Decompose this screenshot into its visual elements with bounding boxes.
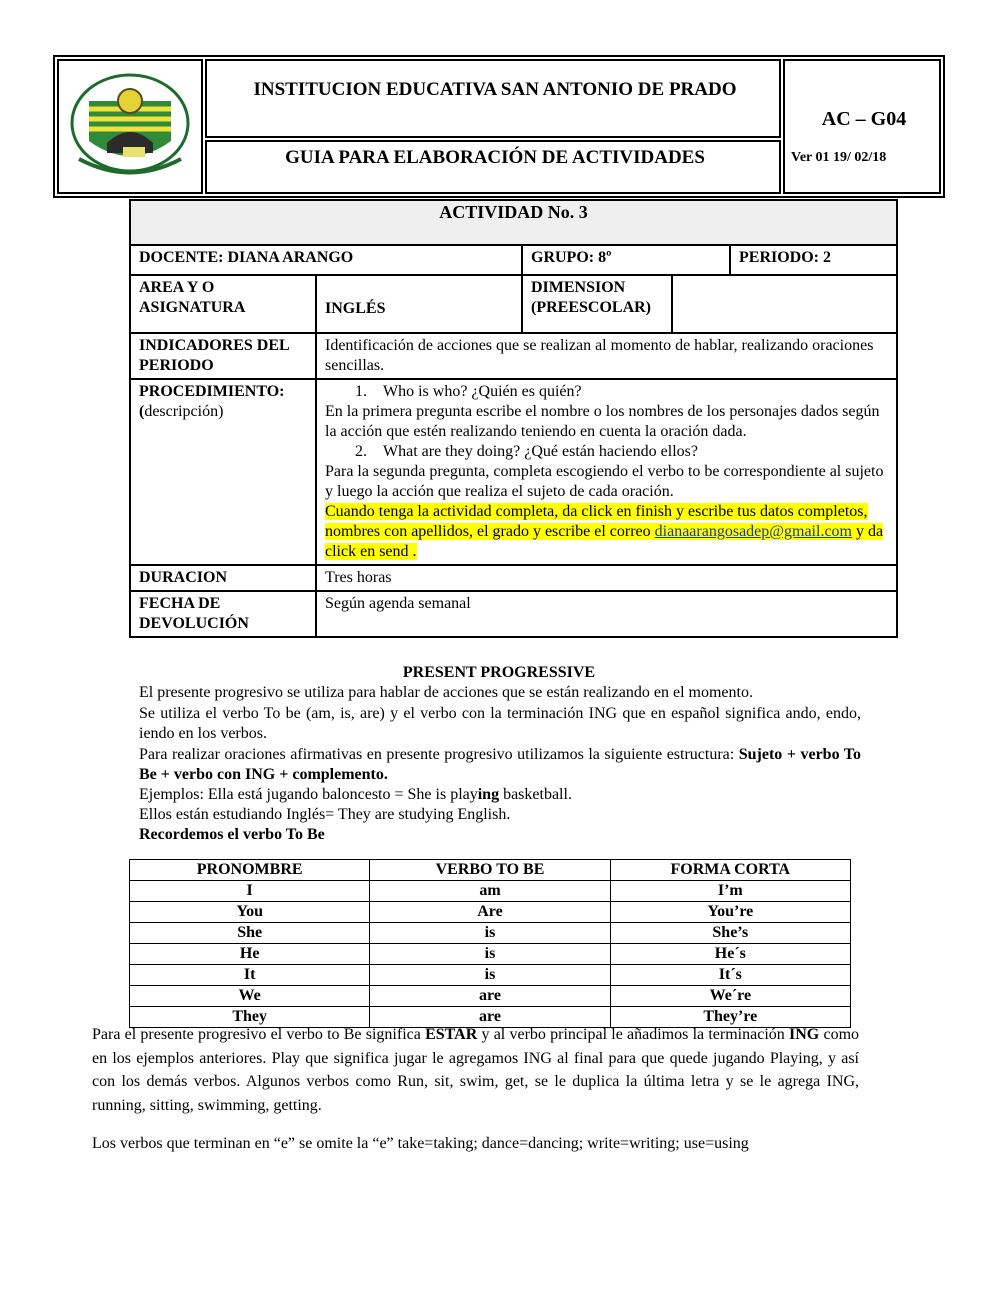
table-row bbox=[130, 902, 851, 923]
duration-label: DURACION bbox=[130, 565, 316, 591]
recall-heading: Recordemos el verbo To Be bbox=[139, 826, 325, 843]
pronoun-cell: It bbox=[130, 965, 370, 986]
activity-title-row bbox=[130, 200, 897, 245]
table-row bbox=[130, 965, 851, 986]
to-be-table bbox=[129, 859, 851, 1028]
area-label-line1: AREA Y O bbox=[139, 279, 215, 296]
indicators-row bbox=[130, 333, 897, 379]
verb-cell: is bbox=[370, 923, 610, 944]
verb-cell: is bbox=[370, 965, 610, 986]
school-crest-logo bbox=[59, 61, 201, 192]
teacher-row bbox=[130, 245, 897, 275]
procedure-label-cell bbox=[130, 379, 316, 565]
logo-cell bbox=[57, 59, 203, 194]
submission-instructions bbox=[325, 502, 888, 562]
pronoun-cell: He bbox=[130, 944, 370, 965]
indicators-label-line1: INDICADORES DEL bbox=[139, 337, 290, 354]
verb-cell: Are bbox=[370, 902, 610, 923]
pronoun-cell: They bbox=[130, 1007, 370, 1028]
paragraph-2: Se utiliza el verbo To be (am, is, are) y el verbo con la terminación ING que en español significa ando, endo, iendo en los verbos. bbox=[139, 705, 861, 742]
e-ending-rule: Los verbos que terminan en “e” se omite la “e” take=taking; dance=dancing; write=writing; use=using bbox=[92, 1135, 749, 1152]
group-value: GRUPO: 8º bbox=[522, 245, 730, 275]
institution-name: INSTITUCION EDUCATIVA SAN ANTONIO DE PRADO bbox=[253, 79, 737, 100]
procedure-row bbox=[130, 379, 897, 565]
procedure-sublabel-text: descripción) bbox=[144, 403, 224, 420]
indicators-label-line2: PERIODO bbox=[139, 357, 214, 374]
teacher-name: DOCENTE: DIANA ARANGO bbox=[130, 245, 522, 275]
return-date-value: Según agenda semanal bbox=[316, 591, 897, 637]
paragraph-1: El presente progresivo se utiliza para hablar de acciones que se están realizando en el momento. bbox=[139, 684, 753, 701]
explanation-ing: ING bbox=[789, 1026, 820, 1043]
area-value: INGLÉS bbox=[316, 275, 522, 333]
example-1-start: Ejemplos: Ella está jugando baloncesto = She is play bbox=[139, 786, 478, 803]
step-2-description: Para la segunda pregunta, completa escogiendo el verbo to be correspondiente al sujeto y luego la acción que realiza el sujeto de cada oración. bbox=[325, 463, 884, 500]
header-pronoun: PRONOMBRE bbox=[130, 860, 370, 881]
verb-cell: are bbox=[370, 1007, 610, 1028]
explanation-text-1: Para el presente progresivo el verbo to Be significa bbox=[92, 1026, 426, 1043]
example-2: Ellos están estudiando Inglés= They are studying English. bbox=[139, 806, 511, 823]
indicators-value: Identificación de acciones que se realizan al momento de hablar, realizando oraciones sencillas. bbox=[316, 333, 897, 379]
return-date-label bbox=[130, 591, 316, 637]
pronoun-cell: You bbox=[130, 902, 370, 923]
area-label bbox=[130, 275, 316, 333]
step-1-text: Who is who? ¿Quién es quién? bbox=[383, 383, 582, 400]
duration-value: Tres horas bbox=[316, 565, 897, 591]
guide-title: GUIA PARA ELABORACIÓN DE ACTIVIDADES bbox=[285, 147, 705, 168]
step-1 bbox=[325, 382, 888, 402]
return-date-label-line1: FECHA DE bbox=[139, 595, 221, 612]
return-date-label-line2: DEVOLUCIÓN bbox=[139, 615, 249, 632]
step-2-number: 2. bbox=[355, 443, 367, 460]
email-link[interactable]: dianaarangosadep@gmail.com bbox=[654, 523, 852, 540]
header-verb: VERBO TO BE bbox=[370, 860, 610, 881]
return-date-row bbox=[130, 591, 897, 637]
structure-formula: Sujeto + verbo To Be + verbo con ING + complemento. bbox=[139, 746, 862, 783]
example-1-ing: ing bbox=[477, 786, 500, 803]
explanation-estar: ESTAR bbox=[425, 1026, 478, 1043]
area-label-line2: ASIGNATURA bbox=[139, 299, 246, 316]
paragraph-3-text: Para realizar oraciones afirmativas en presente progresivo utilizamos la siguiente estructura: bbox=[139, 746, 739, 763]
document-version: Ver 01 19/ 02/18 bbox=[791, 150, 887, 165]
dimension-label-line1: DIMENSION bbox=[531, 279, 626, 296]
short-form-cell: She’s bbox=[610, 923, 850, 944]
step-2 bbox=[325, 442, 888, 462]
verb-cell: is bbox=[370, 944, 610, 965]
activity-title: ACTIVIDAD No. 3 bbox=[130, 200, 897, 245]
explanation-text-3: como en los ejemplos anteriores. Play que significa jugar le agregamos ING al final para que quede jugando Playing, y así con los demás verbos. Algunos verbos como Run, sit, swim, get, se le duplica la última letra y se le agrega ING, running, sitting, swimming, getting. bbox=[92, 1026, 860, 1114]
duration-row bbox=[130, 565, 897, 591]
highlighted-instructions-end: y da click en send . bbox=[325, 523, 884, 560]
procedure-content bbox=[316, 379, 897, 565]
table-row bbox=[130, 881, 851, 902]
period-value: PERIODO: 2 bbox=[730, 245, 897, 275]
indicators-label bbox=[130, 333, 316, 379]
document-code: AC – G04 bbox=[821, 108, 907, 130]
code-cell bbox=[783, 59, 941, 194]
area-row bbox=[130, 275, 897, 333]
table-row bbox=[130, 923, 851, 944]
pronoun-cell: She bbox=[130, 923, 370, 944]
pronoun-cell: We bbox=[130, 986, 370, 1007]
activity-table bbox=[129, 199, 898, 638]
example-1 bbox=[139, 785, 861, 805]
step-1-number: 1. bbox=[355, 383, 367, 400]
table-row bbox=[130, 944, 851, 965]
header-short-form: FORMA CORTA bbox=[610, 860, 850, 881]
example-1-end: basketball. bbox=[499, 786, 572, 803]
procedure-sublabel bbox=[139, 402, 307, 422]
dimension-label-line2: (PREESCOLAR) bbox=[531, 299, 652, 316]
short-form-cell: You’re bbox=[610, 902, 850, 923]
to-be-header-row bbox=[130, 860, 851, 881]
short-form-cell: He´s bbox=[610, 944, 850, 965]
verb-cell: am bbox=[370, 881, 610, 902]
paragraph-3 bbox=[139, 745, 861, 785]
step-2-text: What are they doing? ¿Qué están haciendo ellos? bbox=[383, 443, 698, 460]
short-form-cell: They’re bbox=[610, 1007, 850, 1028]
procedure-label: PROCEDIMIENTO: bbox=[139, 383, 285, 400]
verb-cell: are bbox=[370, 986, 610, 1007]
short-form-cell: We´re bbox=[610, 986, 850, 1007]
institution-cell bbox=[205, 59, 781, 138]
dimension-label bbox=[522, 275, 672, 333]
explanation-text-2: y al verbo principal le añadimos la terminación bbox=[477, 1026, 789, 1043]
pronoun-cell: I bbox=[130, 881, 370, 902]
short-form-cell: It´s bbox=[610, 965, 850, 986]
step-1-description: En la primera pregunta escribe el nombre o los nombres de los personajes dados según la acción que estén realizando teniendo en cuenta la oración dada. bbox=[325, 403, 880, 440]
short-form-cell: I’m bbox=[610, 881, 850, 902]
highlighted-instructions: Cuando tenga la actividad completa, da click en finish y escribe tus datos completos, nombres con apellidos, el grado y escribe el correo bbox=[325, 503, 868, 540]
table-row bbox=[130, 986, 851, 1007]
guide-title-cell bbox=[205, 140, 781, 194]
dimension-value bbox=[672, 275, 897, 333]
procedure-sublabel-paren: ( bbox=[139, 403, 145, 420]
section-title: PRESENT PROGRESSIVE bbox=[402, 664, 596, 681]
explanation-paragraph bbox=[92, 1023, 859, 1117]
